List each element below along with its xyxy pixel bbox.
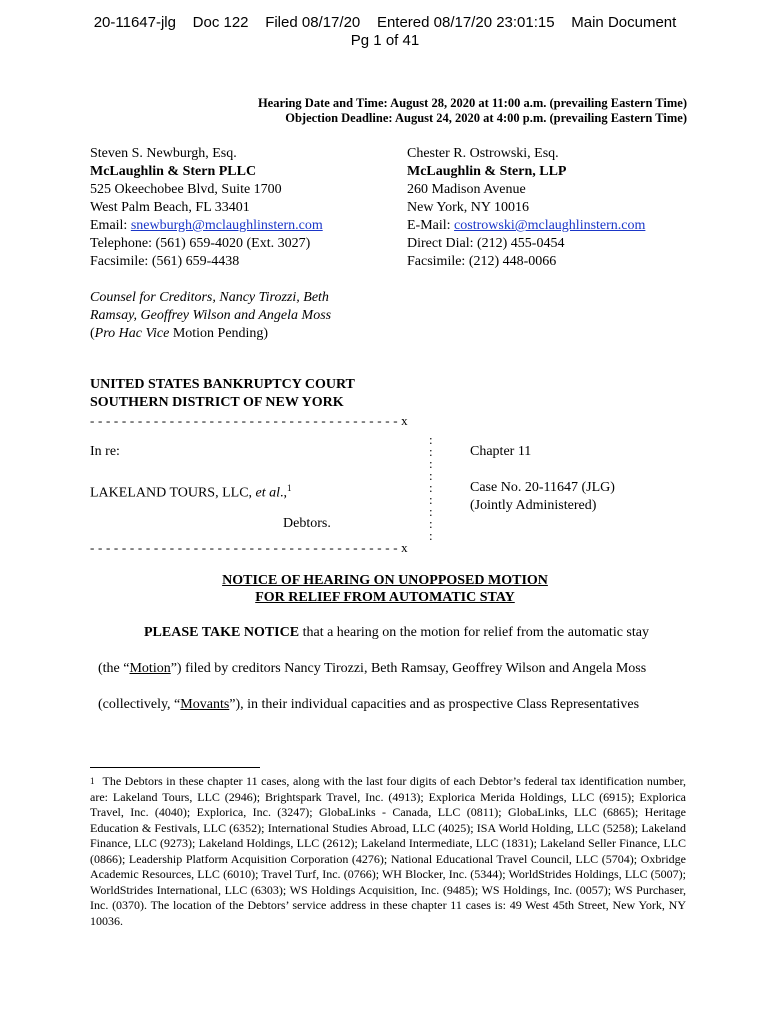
footnote-number: 1 xyxy=(90,776,95,786)
counsel-for-block xyxy=(90,289,331,343)
notice-text-3a: (collectively, “ xyxy=(98,697,181,712)
court-district: SOUTHERN DISTRICT OF NEW YORK xyxy=(90,395,344,410)
movants-term: Movants xyxy=(180,697,230,712)
counsel-left-telephone: Telephone: (561) 659-4020 (Ext. 3027) xyxy=(90,236,311,251)
motion-term: Motion xyxy=(129,661,171,676)
paren-open: ( xyxy=(90,326,95,341)
case-number: 20-11647-jlg xyxy=(93,14,176,31)
main-document-label: Main Document xyxy=(571,14,677,31)
court-heading xyxy=(90,376,355,412)
case-number-caption: Case No. 20-11647 (JLG) xyxy=(470,480,615,495)
email-label: E-Mail: xyxy=(407,218,455,233)
in-re: In re: xyxy=(90,444,120,459)
counsel-left-address1: 525 Okeechobee Blvd, Suite 1700 xyxy=(90,182,282,197)
counsel-left-block xyxy=(90,145,323,271)
caption-rule-top: - - - - - - - - - - - - - - - - - - - - - - - - - - - - - - - - - - - - - - - x xyxy=(90,413,408,428)
motion-pending: Motion Pending) xyxy=(169,326,269,341)
notice-text-1: that a hearing on the motion for relief from the automatic stay xyxy=(299,625,649,640)
jointly-administered: (Jointly Administered) xyxy=(470,498,597,513)
chapter-label: Chapter 11 xyxy=(470,444,532,459)
entered-date: Entered 08/17/20 23:01:15 xyxy=(376,14,555,31)
counsel-left-facsimile: Facsimile: (561) 659-4438 xyxy=(90,254,240,269)
pro-hac-vice: Pro Hac Vice xyxy=(94,326,170,341)
footnote-divider xyxy=(90,767,260,768)
notice-body-line2 xyxy=(98,661,646,677)
filed-date: Filed 08/17/20 xyxy=(265,14,361,31)
counsel-right-address1: 260 Madison Avenue xyxy=(407,182,526,197)
counsel-right-firm: McLaughlin & Stern, LLP xyxy=(407,164,567,179)
court-name: UNITED STATES BANKRUPTCY COURT xyxy=(90,377,355,392)
debtor-caption xyxy=(90,479,292,503)
counsel-right-email-line xyxy=(407,217,645,235)
notice-text-3b: ”), in their individual capacities and as prospective Class Representatives xyxy=(229,697,640,712)
notice-text-2b: ”) filed by creditors Nancy Tirozzi, Beth Ramsay, Geoffrey Wilson and Angela Moss xyxy=(170,661,647,676)
counsel-right-facsimile: Facsimile: (212) 448-0066 xyxy=(407,254,557,269)
counsel-left-address2: West Palm Beach, FL 33401 xyxy=(90,200,250,215)
counsel-for-line1: Counsel for Creditors, Nancy Tirozzi, Beth xyxy=(90,290,329,305)
counsel-right-address2: New York, NY 10016 xyxy=(407,200,529,215)
page-indicator: Pg 1 of 41 xyxy=(350,32,420,49)
caption-colons: : : : : : : : : : xyxy=(429,432,433,543)
debtors-label: Debtors. xyxy=(283,516,331,531)
notice-title-line2: FOR RELIEF FROM AUTOMATIC STAY xyxy=(255,590,515,605)
email-label: Email: xyxy=(90,218,131,233)
counsel-right-email-link[interactable]: costrowski@mclaughlinstern.com xyxy=(454,218,646,233)
docket-header xyxy=(0,14,770,50)
counsel-left-firm: McLaughlin & Stern PLLC xyxy=(90,164,257,179)
notice-title-line1: NOTICE OF HEARING ON UNOPPOSED MOTION xyxy=(222,573,548,588)
notice-body-line1 xyxy=(144,625,649,641)
debtor-name: LAKELAND TOURS, LLC, xyxy=(90,485,256,501)
footnote-text: The Debtors in these chapter 11 cases, along with the last four digits of each Debtor’s federal tax identification number, are: Lakeland Tours, LLC (2946); Brightspark Travel, Inc. (4913); Explorica Merida Holdings, LLC (6915); Explorica Travel, Inc. (4040); Explorica, Inc. (3247); GlobaLinks - Canada, LLC (0811); GlobaLinks, LLC (6865); Heritage Education & Festivals, LLC (6352); International Studies Abroad, LLC (4025); ISA World Holding, LLC (5258); Lakeland Finance, LLC (9273); Lakeland Holdings, LLC (2612); Lakeland Intermediate, LLC (1831); Lakeland Seller Finance, LLC (0866); Leadership Platform Acquisition Corporation (4276); National Educational Travel Council, LLC (5704); Oxbridge Academic Resources, LLC (6010); Travel Turf, Inc. (0766); WH Blocker, Inc. (5344); WorldStrides Holdings, LLC (5007); WorldStrides International, LLC (6303); WS Holdings Acquisition, Inc. (9485); WS Holdings, Inc. (0057); WS Purchaser, Inc. (0370). The location of the Debtors’ service address in these chapter 11 cases is: 49 West 45th Street, New York, NY 10036. xyxy=(90,774,686,928)
et-al-tail: ., xyxy=(280,485,288,501)
hearing-date: Hearing Date and Time: August 28, 2020 at 11:00 a.m. (prevailing Eastern Time) xyxy=(257,96,687,110)
please-take-notice: PLEASE TAKE NOTICE xyxy=(144,625,300,640)
counsel-for-line3 xyxy=(90,325,331,343)
docket-line xyxy=(0,14,770,32)
et-al: et al xyxy=(255,485,281,501)
counsel-left-email-line xyxy=(90,217,323,235)
counsel-right-block xyxy=(407,145,645,271)
footnote-ref[interactable]: 1 xyxy=(287,483,292,493)
notice-text-2a: (the “ xyxy=(98,661,130,676)
counsel-left-name: Steven S. Newburgh, Esq. xyxy=(90,146,237,161)
doc-number: Doc 122 xyxy=(192,14,249,31)
counsel-right-direct: Direct Dial: (212) 455-0454 xyxy=(407,236,565,251)
footnote xyxy=(90,774,686,929)
objection-deadline: Objection Deadline: August 24, 2020 at 4:00 p.m. (prevailing Eastern Time) xyxy=(285,111,687,125)
counsel-left-email-link[interactable]: snewburgh@mclaughlinstern.com xyxy=(130,218,323,233)
counsel-right-name: Chester R. Ostrowski, Esq. xyxy=(407,146,559,161)
caption-rule-bottom: - - - - - - - - - - - - - - - - - - - - - - - - - - - - - - - - - - - - - - - x xyxy=(90,540,408,555)
notice-body-line3 xyxy=(98,697,639,713)
counsel-for-line2: Ramsay, Geoffrey Wilson and Angela Moss xyxy=(90,308,332,323)
